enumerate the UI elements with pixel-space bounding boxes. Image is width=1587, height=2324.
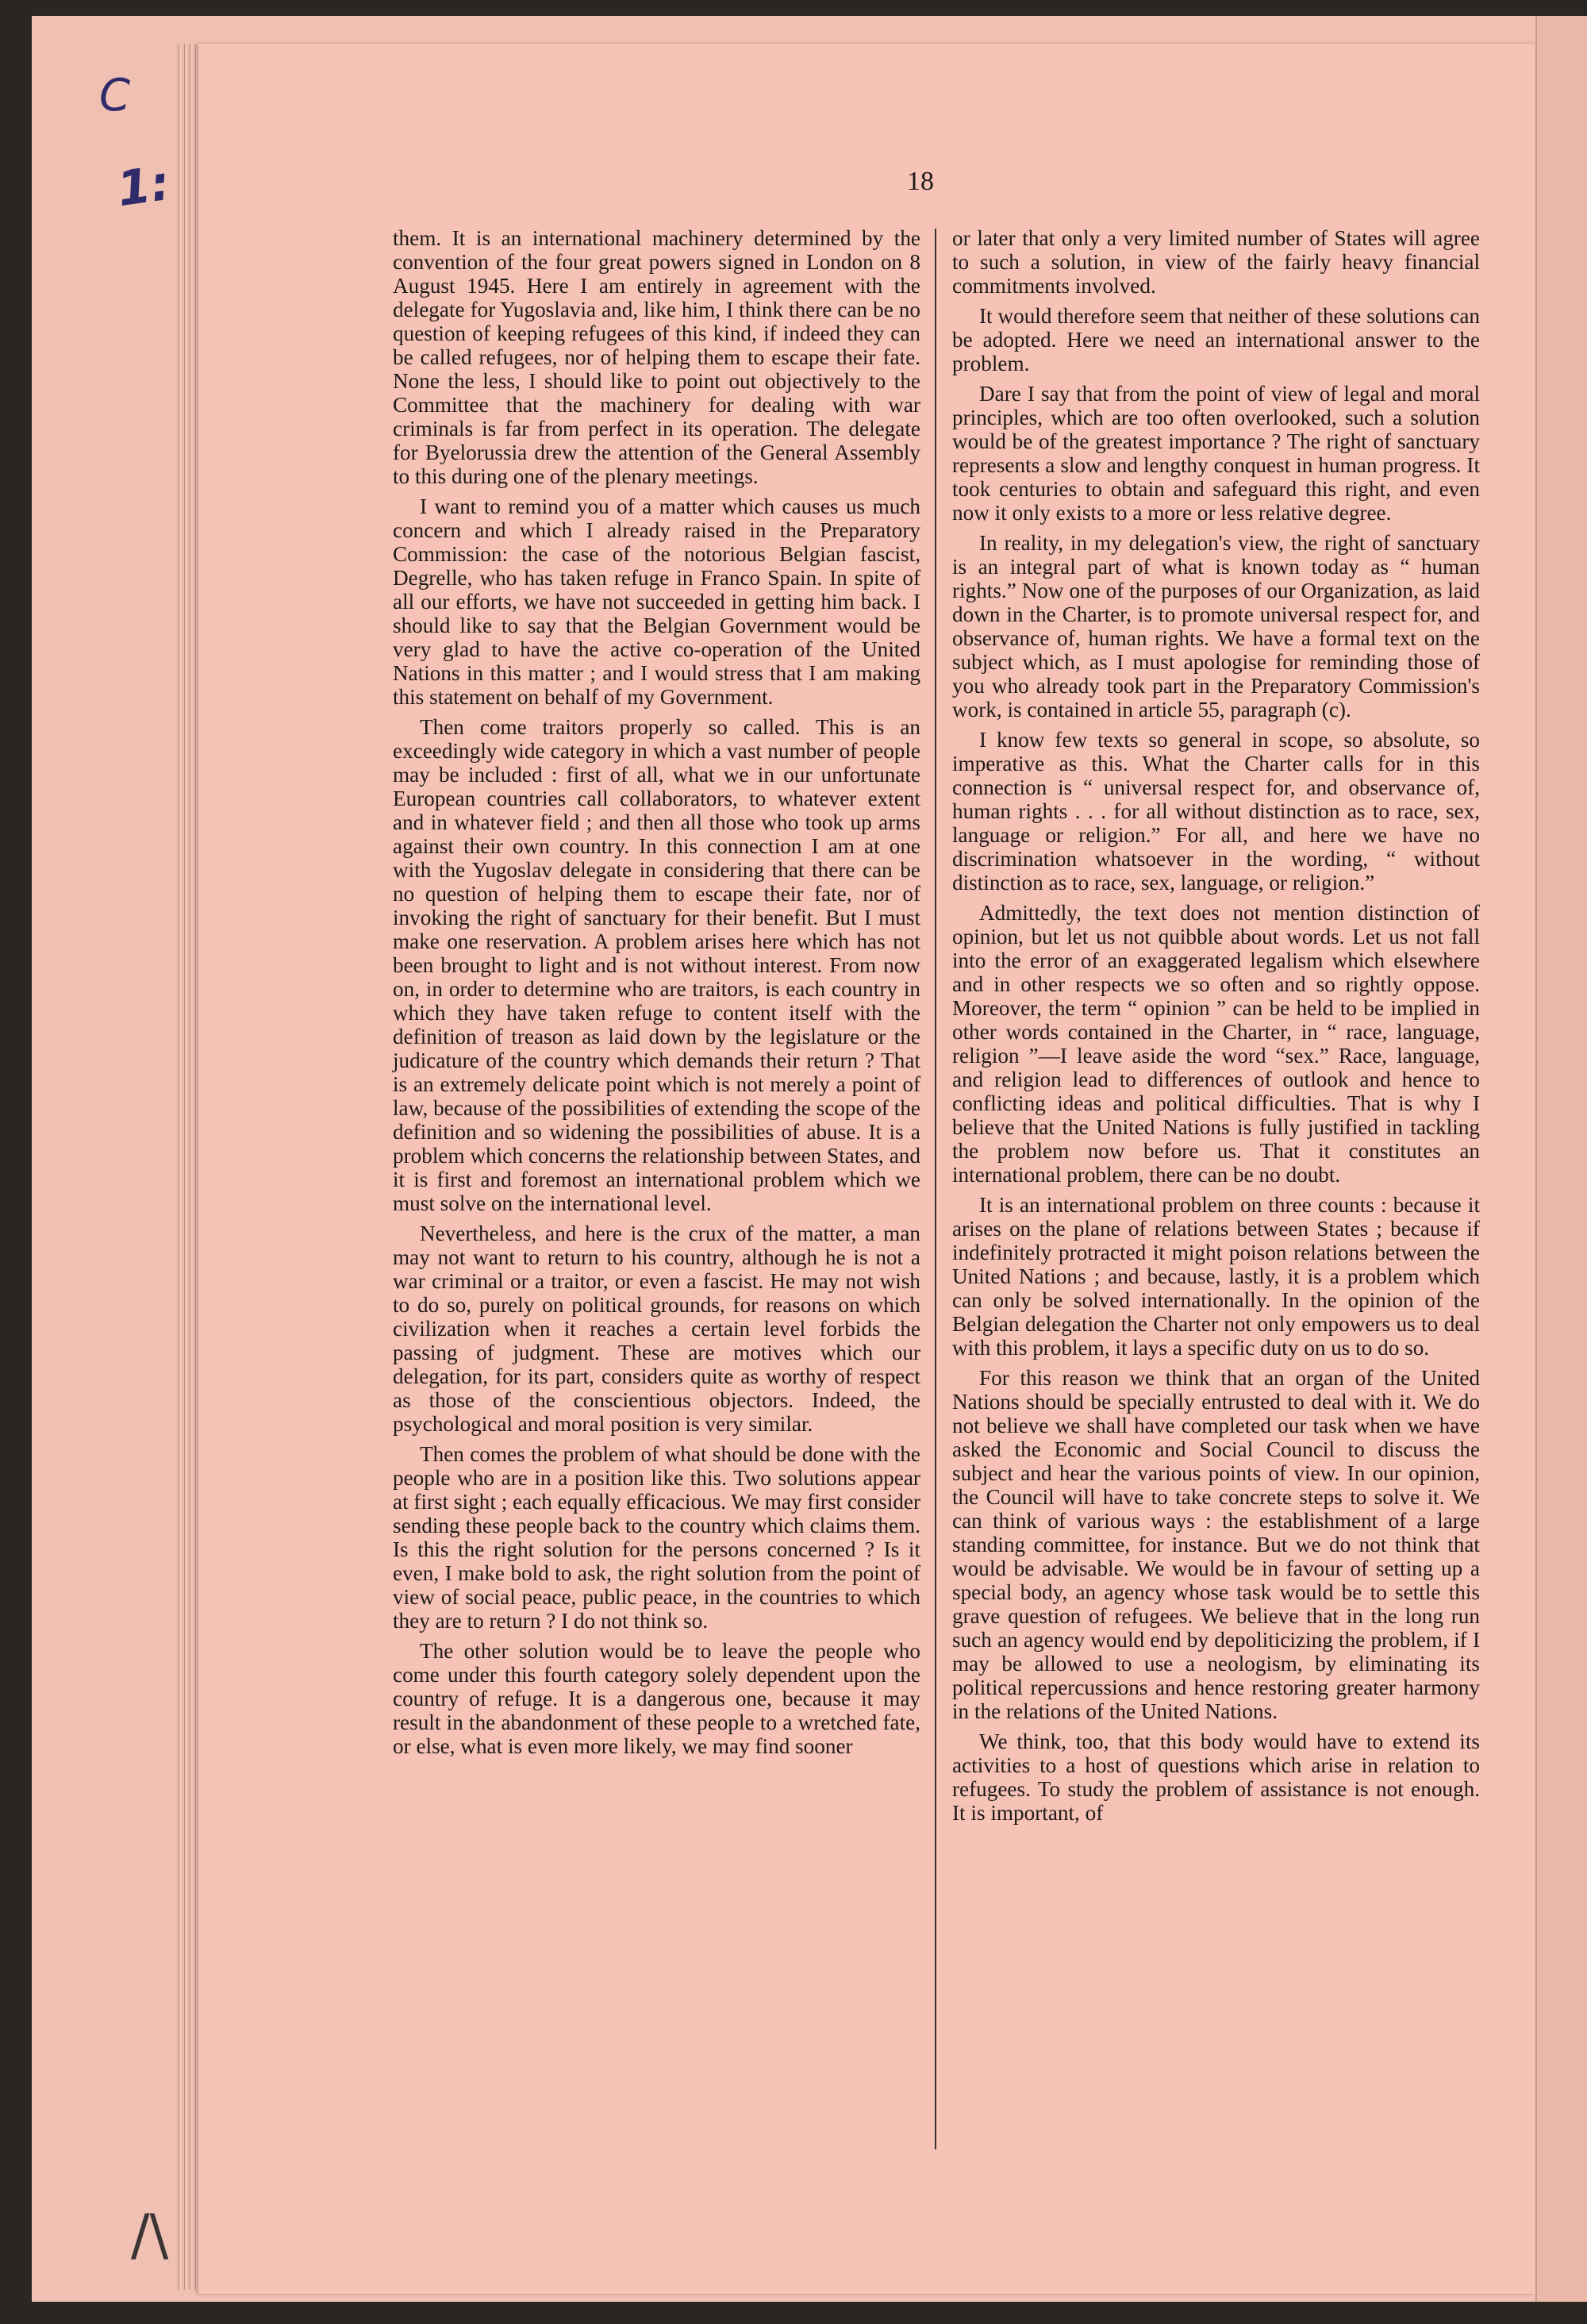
paragraph: Dare I say that from the point of view of legal and moral principles, which are too often overlooked, such a solution would be of the greatest importance ? The right of sanctuary represents a slow and lengthy conquest in human progress. It took centuries to obtain and safeguard this right, and even now it only exists to a more or less relative degree. [952,382,1480,525]
paragraph: Then come traitors properly so called. This is an exceedingly wide category in which a vast number of people may be included : first of all, what we in our unfortunate European countries call collaborators, to whatever extent and in whatever field ; and then all those who took up arms against their own country. In this connection I am at one with the Yugoslav delegate in considering that there can be no question of helping them to escape their fate, nor of invoking the right of sanctuary for their benefit. But I must make one reservation. A problem arises here which has not been brought to light and is not without interest. From now on, in order to determine who are traitors, is each country in which they have taken refuge to content itself with the definition of treason as laid down by the legislature or the judicature of the country which demands their return ? That is an extremely delicate point which is not merely a point of law, because of the possibilities of extending the scope of the definition and so widening the possibilities of abuse. It is a problem which concerns the relationship between States, and it is first and foremost an international problem which we must solve on the international level. [393,715,920,1215]
paragraph: Then comes the problem of what should be done with the people who are in a position like this. Two solutions appear at first sight ; each equally efficacious. We may first consider sending these people back to the country which claims them. Is this the right solution for the persons concerned ? Is it even, I make bold to ask, the right solution from the point of view of social peace, public peace, in the countries to which they are to return ? I do not think so. [393,1442,920,1633]
column-divider [935,229,936,2149]
paragraph: For this reason we think that an organ of the United Nations should be specially entrusted to deal with it. We do not believe we shall have completed our task when we have asked the Economic and Social Council to discuss the subject and hear the various points of view. In our opinion, the Council will have to take concrete steps to solve it. We can think of various ways : the establishment of a large standing committee, for instance. But we do not think that would be advisable. We would be in favour of setting up a special body, an agency whose task would be to settle this grave question of refugees. We believe that in the long run such an agency would end by depoliticizing the problem, if I may be allowed to use a neologism, by eliminating its political repercussions and hence restoring greater harmony in the relations of the United Nations. [952,1366,1480,1723]
margin-note-number: 1: [113,155,174,218]
paragraph: or later that only a very limited number of States will agree to such a solution, in view of the fairly heavy financial commitments involved. [952,226,1480,298]
paragraph: It is an international problem on three counts : because it arises on the plane of relations between States ; because if indefinitely protracted it might poison relations between the United Nations ; and because, lastly, it is a problem which can only be solved internationally. In the opinion of the Belgian delegation the Charter not only empowers us to deal with this problem, it lays a specific duty on us to do so. [952,1193,1480,1360]
paragraph: In reality, in my delegation's view, the right of sanctuary is an integral part of what is known today as “ human rights.” Now one of the purposes of our Organization, as laid down in the Charter, is to promote universal respect for, and observance of, human rights. We have a formal text on the subject which, as I must apologise for reminding those of you who already took part in the Preparatory Commission's work, is contained in article 55, paragraph (c). [952,531,1480,721]
paragraph: Admittedly, the text does not mention distinction of opinion, but let us not quibble about words. Let us not fall into the error of an exaggerated legalism which elsewhere and in other respects we so often and so rightly oppose. Moreover, the term “ opinion ” can be held to be implied in other words contained in the Charter, in “ race, language, religion ”—I leave aside the word “sex.” Race, language, and religion lead to differences of outlook and hence to conflicting ideas and political difficulties. That is why I believe that the United Nations is fully justified in tackling the problem now before us. That it constitutes an international problem, there can be no doubt. [952,901,1480,1187]
page-number: 18 [907,167,934,196]
right-column [952,226,1480,1831]
left-column [393,226,920,1764]
paragraph: The other solution would be to leave the people who come under this fourth category solely dependent upon the country of refuge. It is a dangerous one, because it may result in the abandonment of these people to a wretched fate, or else, what is even more likely, we may find sooner [393,1639,920,1758]
next-page-edge [1535,16,1587,2302]
paragraph: I want to remind you of a matter which causes us much concern and which I already raised in the Preparatory Commission: the case of the notorious Belgian fascist, Degrelle, who has taken refuge in Franco Spain. In spite of all our efforts, we have not succeeded in getting him back. I should like to say that the Belgian Government would be very glad to have the active co-operation of the United Nations in this matter ; and I would stress that I am making this statement on behalf of my Government. [393,494,920,709]
margin-note-mark: /\ [131,2203,169,2268]
paragraph: I know few texts so general in scope, so absolute, so imperative as this. What the Charter calls for in this connection is “ universal respect for, and observance of, human rights . . . for all without distinction as to race, sex, language or religion.” For all, and here we have no discrimination whatsoever in the wording, “ without distinction as to race, sex, language, or religion.” [952,728,1480,895]
paragraph: It would therefore seem that neither of these solutions can be adopted. Here we need an international answer to the problem. [952,304,1480,375]
paragraph: We think, too, that this body would have to extend its activities to a host of questions which arise in relation to refugees. To study the problem of assistance is not enough. It is important, of [952,1730,1480,1825]
paragraph: Nevertheless, and here is the crux of the matter, a man may not want to return to his country, although he is not a war criminal or a traitor, or even a fascist. He may not wish to do so, purely on political grounds, for reasons on which civilization when it reaches a certain level forbids the passing of judgment. These are motives which our delegation, for its part, considers quite as worthy of respect as those of the conscientious objectors. Indeed, the psychological and moral position is very similar. [393,1222,920,1436]
page-stack-edge [176,44,200,2290]
margin-note-letter: C [99,70,131,121]
paragraph: them. It is an international machinery determined by the convention of the four great powers signed in London on 8 August 1945. Here I am entirely in agreement with the delegate for Yugoslavia and, like him, I think there can be no question of keeping refugees of this kind, if indeed they can be called refugees, nor of helping them to escape their fate. None the less, I should like to point out objectively to the Committee that the machinery for dealing with war criminals is far from perfect in its operation. The delegate for Byelorussia drew the attention of the General Assembly to this during one of the plenary meetings. [393,226,920,488]
